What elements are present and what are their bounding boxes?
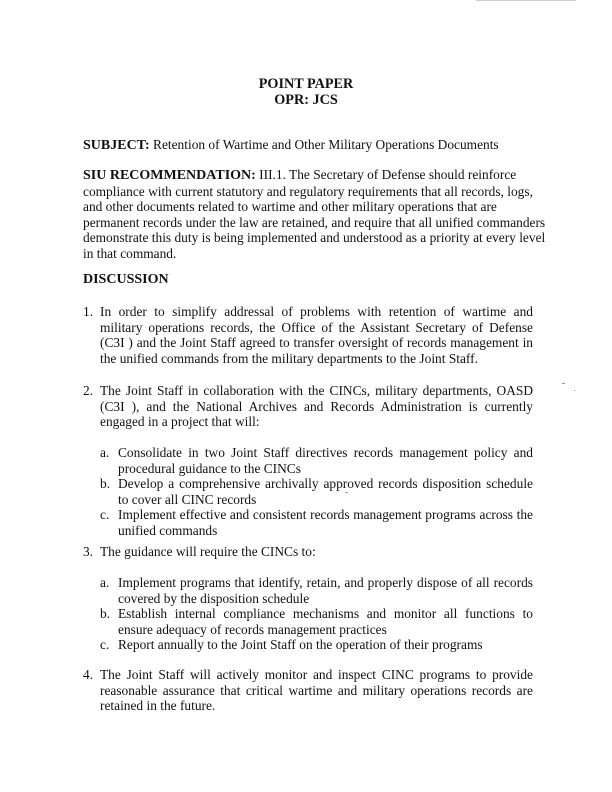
list-item [100,606,533,637]
item-letter: b. [100,606,111,622]
recommendation-text: III.1. The Secretary of Defense should reinforce compliance with current statutory and regulatory requirements that all records, logs, and other documents related to wartime and other military operations that are permanent records under the law are retained, and require that all unified commanders demonstrate this duty is being implemented and understood as a priority at every level in that command. [83,167,546,261]
recommendation-label: SIU RECOMMENDATION: [83,168,256,183]
paragraph-2-sublist [100,445,533,539]
item-letter: a. [100,445,110,460]
list-item [100,476,533,507]
paragraph-number: 4. [83,667,94,682]
scan-speck [562,383,565,384]
item-letter: c. [100,507,110,523]
list-item [100,507,533,538]
paragraph-number: 1. [83,304,94,319]
paragraph-text: The Joint Staff will actively monitor and inspect CINC programs to provide reasonable assurance that critical wartime and military operations records are retained in the future. [100,667,533,714]
item-text: Implement programs that identify, retain, and properly dispose of all records covered by the disposition schedule [118,575,533,606]
item-text: Establish internal compliance mechanisms and monitor all functions to ensure adequacy of records management practices [118,606,533,637]
subject-line [83,137,563,154]
scan-speck [574,390,575,391]
recommendation-block [83,167,553,262]
document-title: POINT PAPER [258,76,354,92]
discussion-paragraph-1 [83,304,533,366]
item-letter: b. [100,476,111,492]
discussion-heading: DISCUSSION [83,272,169,287]
list-item [100,445,533,476]
scan-speck [345,492,348,493]
paragraph-text: The Joint Staff in collaboration with the CINCs, military departments, OASD (C3I ), and the National Archives and Records Administration is currently engaged in a project that will: [100,383,533,430]
paragraph-text: In order to simplify addressal of problems with retention of wartime and military operations records, the Office of the Assistant Secretary of Defense (C3I ) and the Joint Staff agreed to transfer oversight of records management in the unified commands from the military departments to the Joint Staff. [100,304,533,366]
discussion-paragraph-4 [83,667,533,714]
subject-label: SUBJECT: [83,138,150,153]
paragraph-number: 2. [83,383,94,398]
document-opr: OPR: JCS [274,92,338,108]
discussion-paragraph-2 [83,383,533,430]
document-header [0,76,612,108]
item-text: Implement effective and consistent records management programs across the unified commands [118,507,533,538]
item-letter: a. [100,575,110,590]
item-text: Develop a comprehensive archivally approved records disposition schedule to cover all CINC records [118,476,533,507]
scan-artifact-line [476,0,576,1]
paragraph-number: 3. [83,544,94,559]
item-text: Consolidate in two Joint Staff directives records management policy and procedural guidance to the CINCs [118,445,533,476]
list-item [100,637,533,653]
subject-text: Retention of Wartime and Other Military Operations Documents [153,137,499,152]
paragraph-3-sublist [100,575,533,653]
paragraph-text: The guidance will require the CINCs to: [100,544,316,559]
item-text: Report annually to the Joint Staff on the operation of their programs [118,637,483,653]
item-letter: c. [100,637,110,653]
list-item [100,575,533,606]
discussion-paragraph-3 [83,544,533,560]
